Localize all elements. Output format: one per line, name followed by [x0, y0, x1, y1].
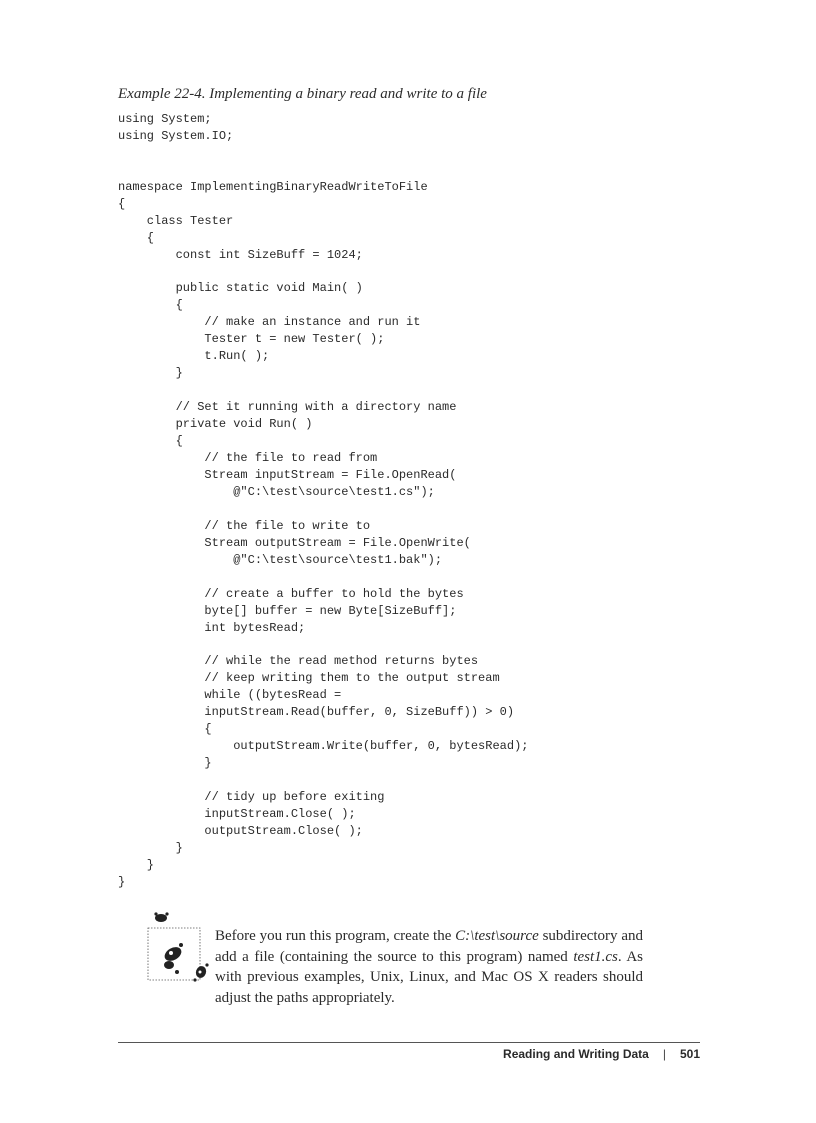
- code-line: t.Run( );: [118, 349, 270, 364]
- footer-rule: [118, 1042, 700, 1043]
- page-footer: [503, 1047, 700, 1061]
- scorpion-tip-icon: [143, 910, 213, 990]
- code-line: // while the read method returns bytes: [118, 654, 479, 669]
- code-line: // create a buffer to hold the bytes: [118, 586, 464, 601]
- page-number: 501: [679, 1047, 700, 1061]
- code-line: // the file to write to: [118, 518, 371, 533]
- code-line: // Set it running with a directory name: [118, 400, 457, 415]
- code-line: }: [118, 874, 126, 889]
- code-line: class Tester: [118, 213, 234, 228]
- code-line: Stream outputStream = File.OpenWrite(: [118, 535, 471, 550]
- code-listing: [118, 111, 528, 891]
- running-section-title: Reading and Writing Data: [503, 1047, 649, 1061]
- code-line: // the file to read from: [118, 451, 378, 465]
- code-line: public static void Main( ): [118, 281, 363, 296]
- code-line: }: [118, 840, 183, 855]
- code-line: [118, 636, 528, 653]
- code-line: @"C:\test\source\test1.cs");: [118, 484, 435, 499]
- code-line: // keep writing them to the output stream: [118, 671, 500, 686]
- code-line: Tester t = new Tester( );: [118, 332, 385, 347]
- code-line: [118, 145, 528, 162]
- code-line: using System.IO;: [118, 128, 234, 143]
- code-line: @"C:\test\source\test1.bak");: [118, 552, 443, 567]
- code-line: [118, 501, 528, 518]
- code-line: const int SizeBuff = 1024;: [118, 247, 363, 262]
- code-line: {: [118, 196, 126, 211]
- code-line: outputStream.Close( );: [118, 823, 363, 838]
- code-line: Stream inputStream = File.OpenRead(: [118, 467, 457, 482]
- code-line: outputStream.Write(buffer, 0, bytesRead);: [118, 739, 529, 754]
- code-line: {: [118, 230, 155, 245]
- tip-note-text: Before you run this program, create the C:\test\source subdirectory and add a file (containing the source to this program) named test1.cs. As with previous examples, Unix, Linux, and Mac OS X readers should adjust the paths appropriately.: [215, 928, 643, 1006]
- example-caption: Example 22-4. Implementing a binary read and write to a file: [118, 86, 487, 102]
- code-line: }: [118, 366, 183, 381]
- code-line: while ((bytesRead =: [118, 688, 342, 703]
- code-line: inputStream.Read(buffer, 0, SizeBuff)) > 0): [118, 705, 515, 720]
- code-line: int bytesRead;: [118, 620, 306, 635]
- code-line: {: [118, 722, 212, 737]
- tip-note: [143, 910, 643, 1006]
- code-line: [118, 264, 528, 281]
- footer-separator: |: [662, 1047, 666, 1061]
- code-line: [118, 569, 528, 586]
- code-line: [118, 772, 528, 789]
- code-line: }: [118, 756, 212, 771]
- code-line: // tidy up before exiting: [118, 790, 385, 804]
- code-line: namespace ImplementingBinaryReadWriteToFile: [118, 179, 428, 194]
- code-line: }: [118, 857, 155, 872]
- source-file-name: test1.cs: [573, 948, 618, 965]
- code-line: private void Run( ): [118, 417, 313, 432]
- code-line: {: [118, 434, 183, 449]
- code-line: {: [118, 298, 183, 313]
- code-line: [118, 162, 528, 179]
- code-line: using System;: [118, 112, 212, 126]
- code-line: byte[] buffer = new Byte[SizeBuff];: [118, 603, 457, 618]
- code-line: [118, 382, 528, 399]
- source-directory-path: C:\test\source: [455, 928, 539, 944]
- code-line: // make an instance and run it: [118, 315, 421, 330]
- code-line: inputStream.Close( );: [118, 806, 356, 821]
